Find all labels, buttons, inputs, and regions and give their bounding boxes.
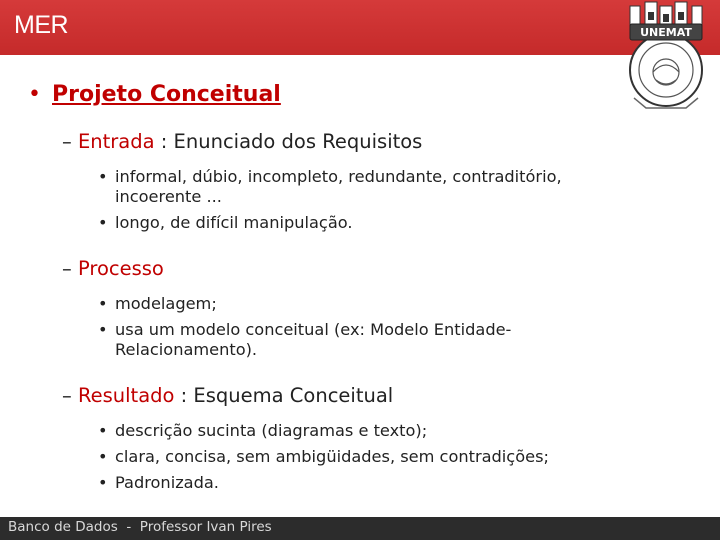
section-entrada: – Entrada : Enunciado dos Requisitos [62,130,423,153]
footer-bar [0,517,720,540]
section-processo: – Processo [62,257,164,280]
unemat-logo [616,0,716,114]
section-rest: : Enunciado dos Requisitos [154,130,423,153]
slide-title: MER [14,11,69,39]
section-rest: : Esquema Conceitual [174,384,394,407]
section-heading: Entrada [77,130,155,153]
section-heading: Resultado [77,384,175,407]
section-resultado: – Resultado : Esquema Conceitual [62,384,394,407]
footer-text: Banco de Dados - Professor Ivan Pires [8,519,272,535]
topic-bullet: • [28,82,41,107]
header-bar [0,0,720,55]
section-heading: Processo [77,257,164,280]
logo-text: UNEMAT [640,26,692,39]
topic-label: Projeto Conceitual [52,82,281,107]
